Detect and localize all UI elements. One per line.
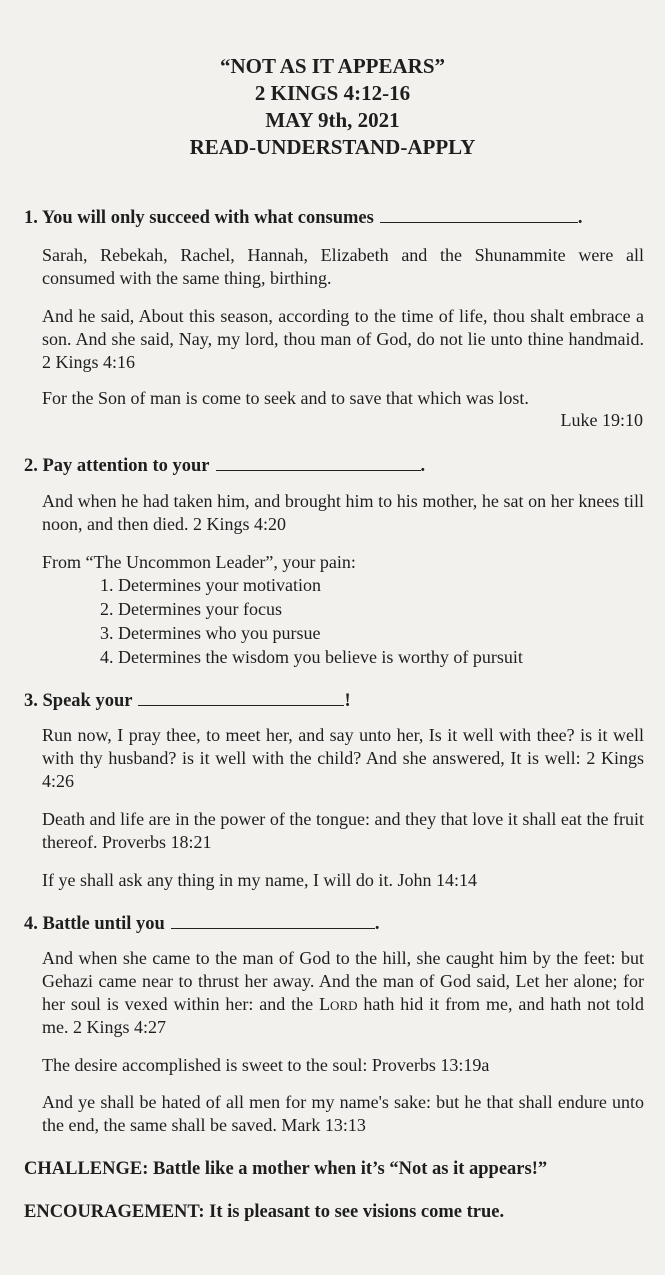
- motto: READ-UNDERSTAND-APPLY: [189, 135, 476, 159]
- section-3-heading-punct: !: [344, 691, 351, 711]
- list-item: 4. Determines the wisdom you believe is worthy of pursuit: [100, 647, 523, 667]
- section-1-paragraph-3: For the Son of man is come to seek and to save that which was lost.: [42, 388, 529, 408]
- list-item: 3. Determines who you pursue: [100, 623, 321, 643]
- section-3-heading: [24, 690, 351, 712]
- pain-list: [100, 573, 523, 669]
- fill-in-blank: [216, 455, 421, 471]
- section-4-heading: [24, 913, 379, 935]
- section-4-paragraph-1-end: hath hid it from me, and hath not told me. 2 Kings 4:27: [42, 994, 644, 1037]
- section-2-paragraph-1: And when he had taken him, and brought him to his mother, he sat on her knees till noon, and then died. 2 Kings 4:20: [42, 491, 644, 534]
- encouragement: ENCOURAGEMENT: It is pleasant to see visions come true.: [24, 1202, 505, 1222]
- section-1-reference: Luke 19:10: [560, 410, 643, 430]
- section-2-heading: [24, 455, 425, 477]
- section-1-paragraph-2: And he said, About this season, according to the time of life, thou shalt embrace a son. And she said, Nay, my lord, thou man of God, do not lie unto thine handmaid. 2 Kings 4:16: [42, 306, 644, 372]
- fill-in-blank: [380, 207, 578, 223]
- fill-in-blank: [138, 690, 344, 706]
- section-1-paragraph-1: Sarah, Rebekah, Rachel, Hannah, Elizabeth and the Shunammite were all consumed with the same thing, birthing.: [42, 245, 644, 288]
- section-4-paragraph-1: [42, 947, 644, 1039]
- sermon-date: MAY 9th, 2021: [265, 108, 400, 132]
- section-4-heading-punct: .: [374, 914, 380, 934]
- section-4-paragraph-1-start: And when she came to the man of God to the hill, she caught him by the feet: but Gehazi came near to thrust her away. And the man of God said, Let her alone; for her soul is vexed within her: and the: [42, 948, 644, 1014]
- scripture-reference: 2 KINGS 4:12-16: [254, 81, 411, 105]
- section-3-paragraph-2: Death and life are in the power of the tongue: and they that love it shall eat the fruit thereof. Proverbs 18:21: [42, 809, 644, 852]
- section-4-paragraph-3: And ye shall be hated of all men for my name's sake: but he that shall endure unto the end, the same shall be saved. Mark 13:13: [42, 1092, 644, 1135]
- fill-in-blank: [171, 913, 375, 929]
- section-2-heading-text: 2. Pay attention to your: [24, 456, 210, 476]
- section-4-paragraph-2: The desire accomplished is sweet to the soul: Proverbs 13:19a: [42, 1055, 490, 1075]
- section-3-heading-text: 3. Speak your: [24, 691, 133, 711]
- section-3-paragraph-3: If ye shall ask any thing in my name, I will do it. John 14:14: [42, 870, 477, 890]
- section-3-paragraph-1: Run now, I pray thee, to meet her, and say unto her, Is it well with thee? is it well with thy husband? is it well with the child? And she answered, It is well: 2 Kings 4:26: [42, 725, 644, 791]
- lord-small-caps: Lord: [319, 994, 358, 1014]
- section-2-paragraph-2: From “The Uncommon Leader”, your pain:: [42, 552, 356, 572]
- list-item: 1. Determines your motivation: [100, 575, 321, 595]
- section-2-heading-punct: .: [420, 456, 426, 476]
- header: [0, 53, 665, 161]
- challenge: CHALLENGE: Battle like a mother when it’s “Not as it appears!”: [24, 1159, 548, 1179]
- section-1-heading-punct: .: [577, 208, 583, 228]
- section-1-heading: [24, 207, 582, 229]
- section-1-heading-text: 1. You will only succeed with what consumes: [24, 208, 374, 228]
- page-title: “NOT AS IT APPEARS”: [219, 54, 446, 78]
- list-item: 2. Determines your focus: [100, 599, 282, 619]
- section-4-heading-text: 4. Battle until you: [24, 914, 165, 934]
